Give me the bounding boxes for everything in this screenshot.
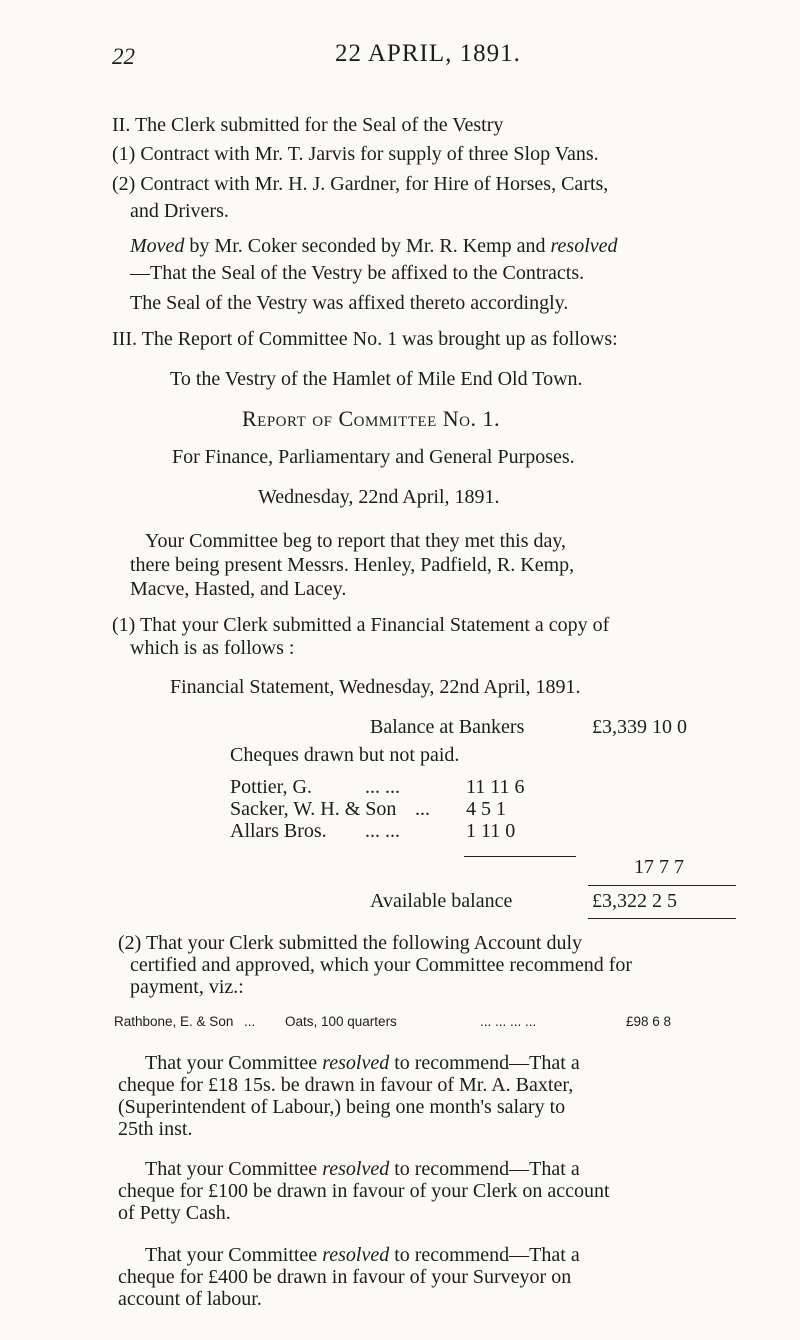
total-rule-bottom <box>588 918 736 919</box>
statement-title: Financial Statement, Wednesday, 22nd April, 1891. <box>170 676 581 698</box>
resolution-text: to recommend—That a <box>389 1158 580 1180</box>
page-date-heading: 22 APRIL, 1891. <box>335 40 521 67</box>
resolution-1-line-4: 25th inst. <box>118 1118 193 1140</box>
resolution-2-line-3: of Petty Cash. <box>118 1202 231 1224</box>
addressee-line: To the Vestry of the Hamlet of Mile End Old Town. <box>170 368 583 390</box>
cheque-name: Allars Bros. <box>230 820 327 842</box>
seal-affixed: The Seal of the Vestry was affixed thereto accordingly. <box>130 292 569 314</box>
resolution-text: That your Committee <box>145 1158 323 1180</box>
cheque-name: Sacker, W. H. & Son <box>230 798 397 820</box>
balance-amount: £3,339 10 0 <box>592 716 687 738</box>
resolution-3-line-3: account of labour. <box>118 1288 262 1310</box>
cheque-name: Pottier, G. <box>230 776 312 798</box>
subtotal-rule <box>464 856 576 857</box>
total-rule-top <box>588 885 736 886</box>
resolved-word: resolved <box>322 1052 390 1074</box>
cheque-dots: ... ... <box>365 776 400 798</box>
resolved-word: resolved <box>550 235 618 257</box>
para-1-line-3: Macve, Hasted, and Lacey. <box>130 578 347 600</box>
resolution-text: to recommend—That a <box>389 1052 580 1074</box>
moved-line-2: —That the Seal of the Vestry be affixed to the Contracts. <box>130 262 585 284</box>
resolution-3-line-2: cheque for £400 be drawn in favour of your Surveyor on <box>118 1266 572 1288</box>
resolution-text: to recommend—That a <box>389 1244 580 1266</box>
meeting-date: Wednesday, 22nd April, 1891. <box>258 486 500 508</box>
resolution-2-line-2: cheque for £100 be drawn in favour of your Clerk on account <box>118 1180 610 1202</box>
resolved-word: resolved <box>322 1158 390 1180</box>
resolution-1-line-2: cheque for £18 15s. be drawn in favour of Mr. A. Baxter, <box>118 1074 574 1096</box>
moved-word: Moved <box>130 235 185 257</box>
available-amount: £3,322 2 5 <box>592 890 677 912</box>
resolution-3-line-1 <box>145 1244 580 1267</box>
account-dots: ... ... ... ... <box>480 1014 537 1029</box>
contract-1: (1) Contract with Mr. T. Jarvis for supply of three Slop Vans. <box>112 143 599 165</box>
cheques-label: Cheques drawn but not paid. <box>230 744 460 766</box>
para-1-line-1: Your Committee beg to report that they met this day, <box>145 530 567 552</box>
report-purposes: For Finance, Parliamentary and General Purposes. <box>172 446 575 468</box>
resolved-word: resolved <box>322 1244 390 1266</box>
cheque-dots: ... ... <box>365 820 400 842</box>
para-2-line-2: which is as follows : <box>130 637 295 659</box>
para-2-line-1: (1) That your Clerk submitted a Financial Statement a copy of <box>112 614 610 636</box>
resolution-text: That your Committee <box>145 1244 323 1266</box>
item-iii-intro: III. The Report of Committee No. 1 was brought up as follows: <box>112 328 618 350</box>
item-2-line-2: certified and approved, which your Committee recommend for <box>130 954 633 976</box>
balance-label: Balance at Bankers <box>370 716 525 738</box>
cheques-total: 17 7 7 <box>634 856 684 878</box>
account-payee: Rathbone, E. & Son <box>114 1014 234 1029</box>
cheque-amount: 11 11 6 <box>466 776 525 798</box>
report-title: Report of Committee No. 1. <box>242 406 500 431</box>
cheque-amount: 1 11 0 <box>466 820 516 842</box>
resolution-1-line-1 <box>145 1052 580 1075</box>
item-ii-intro: II. The Clerk submitted for the Seal of the Vestry <box>112 114 504 136</box>
contract-2-line-2: and Drivers. <box>130 200 229 222</box>
resolution-2-line-1 <box>145 1158 580 1181</box>
page-number: 22 <box>112 44 135 69</box>
moved-text: by Mr. Coker seconded by Mr. R. Kemp and <box>184 235 551 257</box>
available-label: Available balance <box>370 890 513 912</box>
moved-line <box>130 235 618 258</box>
resolution-text: That your Committee <box>145 1052 323 1074</box>
cheque-dots: ... <box>415 798 430 820</box>
item-2-line-1: (2) That your Clerk submitted the following Account duly <box>118 932 583 954</box>
contract-2-line-1: (2) Contract with Mr. H. J. Gardner, for Hire of Horses, Carts, <box>112 173 609 195</box>
para-1-line-2: there being present Messrs. Henley, Padfield, R. Kemp, <box>130 554 575 576</box>
account-separator: ... <box>244 1014 256 1029</box>
resolution-1-line-3: (Superintendent of Labour,) being one month's salary to <box>118 1096 566 1118</box>
item-2-line-3: payment, viz.: <box>130 976 244 998</box>
account-description: Oats, 100 quarters <box>285 1014 397 1029</box>
cheque-amount: 4 5 1 <box>466 798 506 820</box>
account-amount: £98 6 8 <box>626 1014 672 1029</box>
